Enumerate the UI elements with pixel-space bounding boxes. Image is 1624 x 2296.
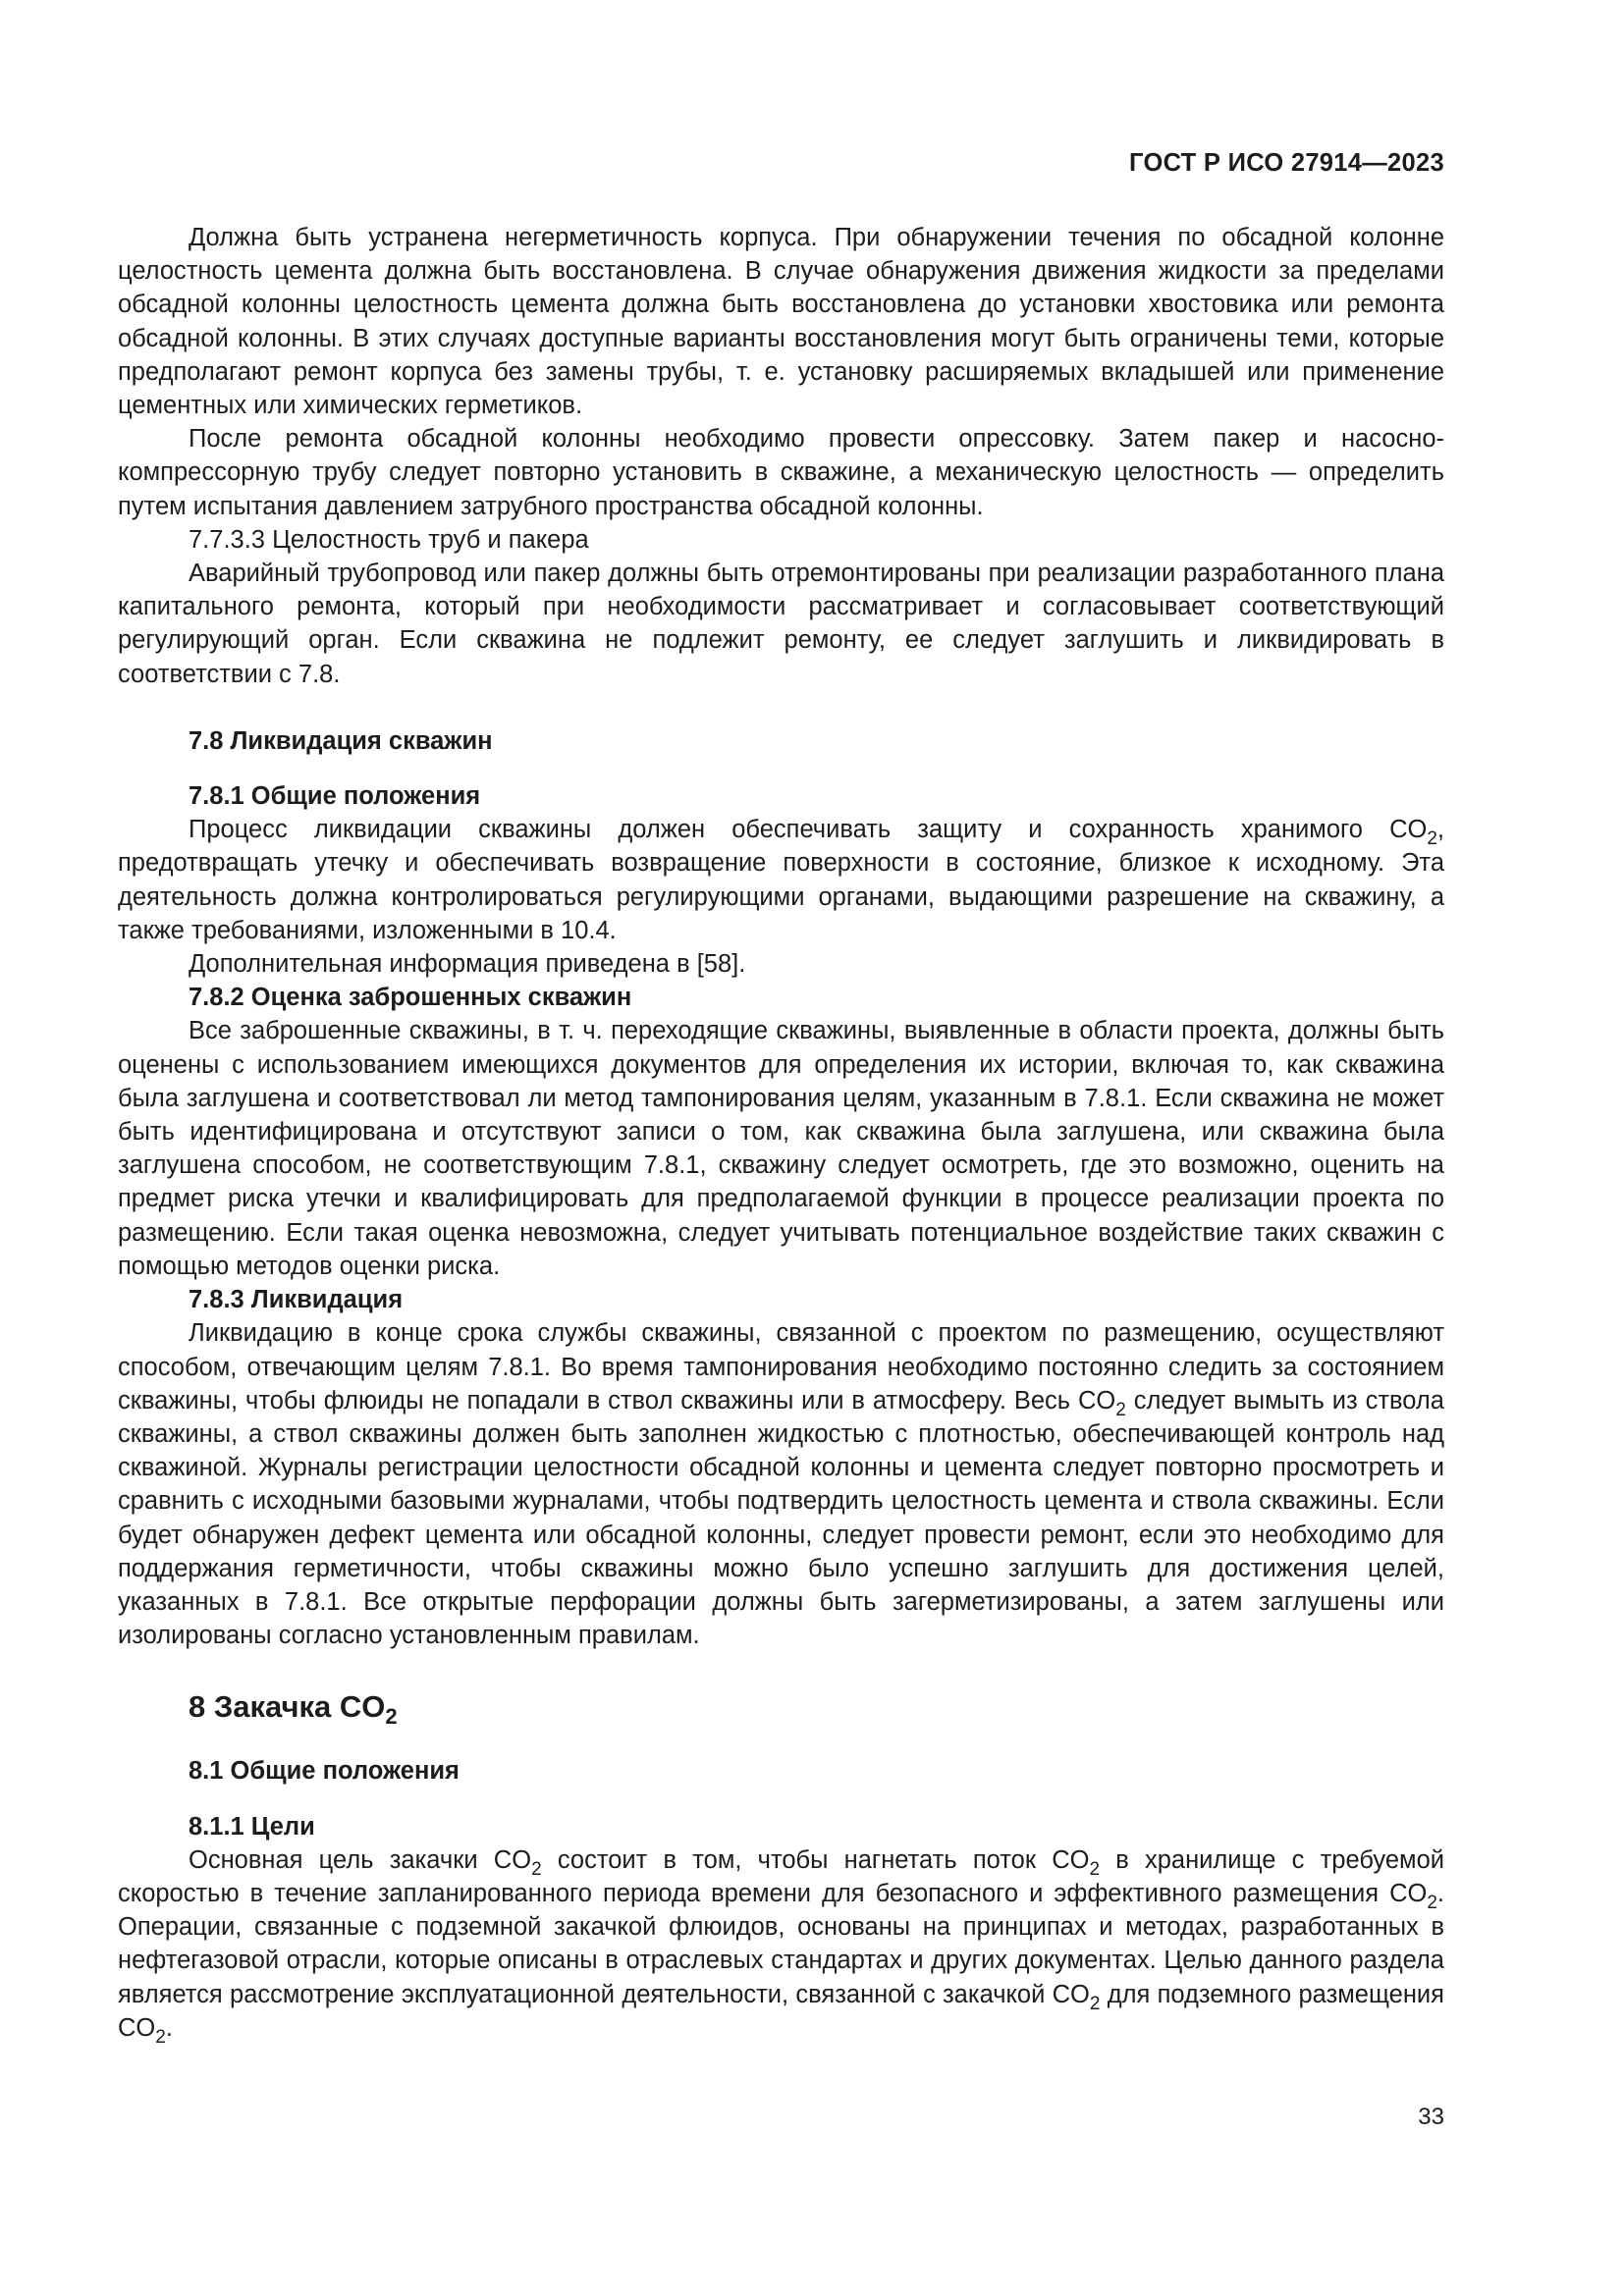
subsection-7-8-2-title: 7.8.2 Оценка заброшенных скважин [189, 984, 632, 1012]
paragraph-tubing-repair: Аварийный трубопровод или пакер должны быть отремонтированы при реализации разработанного плана капитального ремонта, который при необходимости рассматривает и согласовывает соответствующий регулирующий орган. Если скважина не подлежит ремонту, ее следует заглушить и ликвидировать в соответствии с 7.8. [118, 560, 1444, 688]
section-8-title: 8 Закачка $CO_2$ [189, 1689, 398, 1730]
page-body [118, 221, 1444, 2048]
subsection-7-7-3-3-title: 7.7.3.3 Целостность труб и пакера [189, 525, 589, 554]
paragraph-liquidation: Ликвидацию в конце срока службы скважины, связанной с проектом по размещению, осуществляют способом, отвечающим целям 7.8.1. Во время тампонирования необходимо постоянно следить за состоянием скважины, чтобы флюиды не попадали в ствол скважины или в атмосферу. Весь $CO_2$ следует вымыть из ствола скважины, а ствол скважины должен быть заполнен жидкостью с плотностью, обеспечивающей контроль над скважиной. Журналы регистрации целостности обсадной колонны и цемента следует повторно просмотреть и сравнить с исходными базовыми журналами, чтобы подтвердить целостность цемента и ствола скважины. Если будет обнаружен дефект цемента или обсадной колонны, следует провести ремонт, если это необходимо для поддержания герметичности, чтобы скважины можно было успешно заглушить для достижения целей, указанных в 7.8.1. Все открытые перфорации должны быть загерметизированы, а затем заглушены или изолированы согласно установленным правилам. [118, 1319, 1444, 1650]
paragraph-pressure-test: После ремонта обсадной колонны необходимо провести опрессовку. Затем пакер и насосно-компрессорную трубу следует повторно установить в скважине, а механическую целостность — определить путем испытания давлением затрубного пространства обсадной колонны. [118, 425, 1444, 520]
paragraph-casing-leak: Должна быть устранена негерметичность корпуса. При обнаружении течения по обсадной колонне целостность цемента должна быть восстановлена. В случае обнаружения движения жидкости за пределами обсадной колонны целостность цемента должна быть восстановлена до установки хвостовика или ремонта обсадной колонны. В этих случаях доступные варианты восстановления могут быть ограничены теми, которые предполагают ремонт корпуса без замены трубы, т. е. установку расширяемых вкладышей или применение цементных или химических герметиков. [118, 224, 1444, 420]
paragraph-abandoned-wells: Все заброшенные скважины, в т. ч. переходящие скважины, выявленные в области проекта, должны быть оценены с использованием имеющихся документов для определения их истории, включая то, как скважина была заглушена и соответствовал ли метод тампонирования целям, указанным в 7.8.1. Если скважина не может быть идентифицирована и отсутствуют записи о том, как скважина была заглушена, или скважина была заглушена способом, не соответствующим 7.8.1, скважину следует осмотреть, где это возможно, оценить на предмет риска утечки и квалифицировать для предполагаемой функции в процессе реализации проекта по размещению. Если такая оценка невозможна, следует учитывать потенциальное воздействие таких скважин с помощью методов оценки риска. [118, 1017, 1444, 1280]
paragraph-abandonment-process: Процесс ликвидации скважины должен обеспечивать защиту и сохранность хранимого $CO_2$, предотвращать утечку и обеспечивать возвращение поверхности в состояние, близкое к исходному. Эта деятельность должна контролироваться регулирующими органами, выдающими разрешение на скважину, а также требованиями, изложенными в 10.4. [118, 816, 1444, 944]
section-7-8-title: 7.8 Ликвидация скважин [189, 726, 493, 755]
page-number: 33 [1418, 2104, 1444, 2130]
subsection-7-8-3-title: 7.8.3 Ликвидация [189, 1286, 404, 1314]
subsection-7-8-1-title: 7.8.1 Общие положения [189, 782, 481, 811]
document-code: ГОСТ Р ИСО 27914—2023 [1129, 149, 1444, 177]
paragraph-injection-goals: Основная цель закачки $CO_2$ состоит в том, чтобы нагнетать поток $CO_2$ в хранилище с требуемой скоростью в течение запланированного периода времени для безопасного и эффективного размещения $CO_2$. Операции, связанные с подземной закачкой флюидов, основаны на принципах и методах, разработанных в нефтегазовой отрасли, которые описаны в отраслевых стандартах и других документах. Целью данного раздела является рассмотрение эксплуатационной деятельности, связанной с закачкой $CO_2$ для подземного размещения $CO_2$. [118, 1845, 1444, 2048]
paragraph-additional-info: Дополнительная информация приведена в [58]. [189, 950, 746, 979]
section-8-1-title: 8.1 Общие положения [189, 1757, 460, 1786]
subsection-8-1-1-title: 8.1.1 Цели [189, 1812, 315, 1841]
